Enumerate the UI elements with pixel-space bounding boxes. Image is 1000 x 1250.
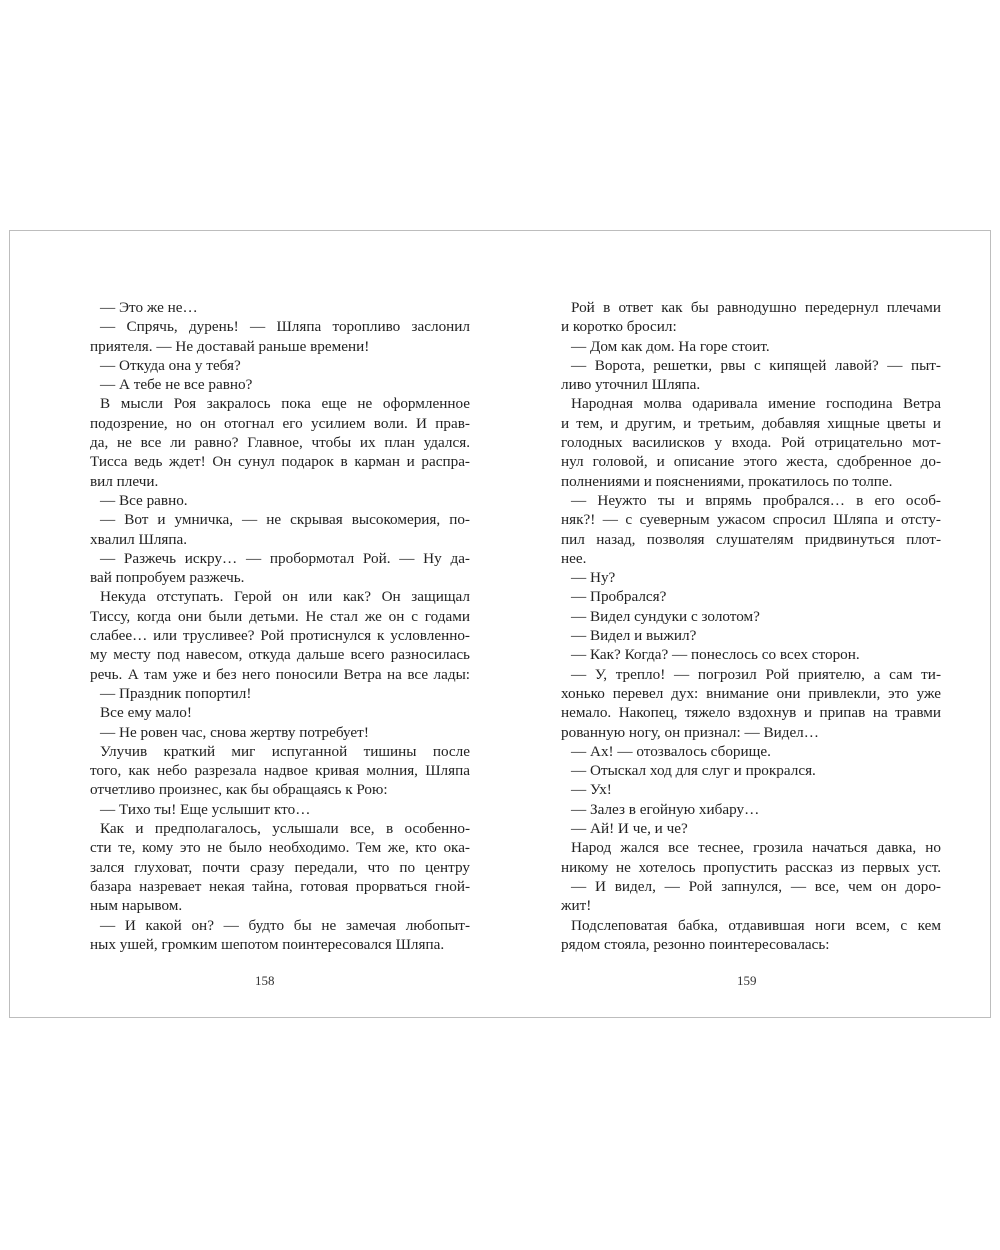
text-line: му месту под навесом, откуда дальше всего разносилась <box>90 646 470 664</box>
text-line: ных ушей, громким шепотом поинтересовался Шляпа. <box>90 935 445 953</box>
text-line: — Видел и выжил? <box>571 627 697 645</box>
text-line: няк?! — с суеверным ужасом спросил Шляпа и отсту- <box>561 511 941 529</box>
text-line: — Как? Когда? — понеслось со всех сторон. <box>571 646 860 664</box>
text-line: никому не хотелось пропустить рассказ из первых уст. <box>561 858 941 876</box>
text-line: речь. А там уже и без него поносили Ветра на все лады: <box>90 665 470 683</box>
text-line: — Ну? <box>571 569 616 587</box>
left-page-text <box>90 298 470 954</box>
text-line: — Вот и умничка, — не скрывая высокомерия, по- <box>100 511 470 529</box>
text-line: вил плечи. <box>90 472 159 490</box>
text-line: — Откуда она у тебя? <box>100 356 241 374</box>
text-line: — А тебе не все равно? <box>100 376 253 394</box>
text-line: ным нарывом. <box>90 897 183 915</box>
text-line: Улучив краткий миг испуганной тишины после <box>100 742 470 760</box>
text-line: вай попробуем разжечь. <box>90 569 245 587</box>
text-line: рядом стояла, резонно поинтересовалась: <box>561 935 830 953</box>
text-line: рованную ногу, он признал: — Видел… <box>561 723 819 741</box>
text-line: В мысли Роя закралось пока еще не оформленное <box>100 395 470 413</box>
text-line: жит! <box>561 897 592 915</box>
text-line: Как и предполагалось, услышали все, в особенно- <box>100 820 470 838</box>
text-line: и тем, и другим, и третьим, добавляя хищные цветы и <box>561 414 941 432</box>
text-line: базара назревает некая тайна, готовая прорваться гной- <box>90 877 470 895</box>
text-line: подозрение, но он отогнал его усилием воли. И прав- <box>90 414 470 432</box>
text-line: того, как небо разрезала надвое кривая молния, Шляпа <box>90 762 470 780</box>
text-line: — Залез в егойную хибару… <box>571 800 760 818</box>
text-line: и коротко бросил: <box>561 318 677 336</box>
text-line: — Не ровен час, снова жертву потребует! <box>100 723 369 741</box>
text-line: — Спрячь, дурень! — Шляпа торопливо заслонил <box>100 318 470 336</box>
text-line: — Праздник попортил! <box>100 684 252 702</box>
text-line: — Ах! — отозвалось сборище. <box>571 742 771 760</box>
text-line: — И видел, — Рой запнулся, — все, чем он доро- <box>571 877 941 895</box>
text-line: голодных василисков у входа. Рой отрицательно мот- <box>561 434 941 452</box>
text-line: — Пробрался? <box>571 588 667 606</box>
text-line: Тисса ведь ждет! Он сунул подарок в карман и распра- <box>90 453 470 471</box>
text-line: — Видел сундуки с золотом? <box>571 607 760 625</box>
text-line: хвалил Шляпа. <box>90 530 188 548</box>
text-line: — Неужто ты и впрямь пробрался… в его особ- <box>571 491 941 509</box>
text-line: Народная молва одаривала имение господина Ветра <box>571 395 941 413</box>
text-line: Подслеповатая бабка, отдавившая ноги всем, с кем <box>571 916 941 934</box>
text-line: нул головой, и описание этого жеста, сдобренное до- <box>561 453 941 471</box>
text-line: сти те, кому это не было необходимо. Тем же, кто ока- <box>90 839 470 857</box>
text-line: Все ему мало! <box>100 704 192 722</box>
text-line: да, не все ли равно? Главное, чтобы их план удался. <box>90 434 470 452</box>
text-line: немало. Накопец, тяжело вздохнув и припав на травми <box>561 704 941 722</box>
right-page-text <box>561 298 941 954</box>
text-line: полнениями и пояснениями, прокатилось по толпе. <box>561 472 893 490</box>
text-line: — Это же не… <box>100 299 198 316</box>
text-line: — Ворота, решетки, рвы с кипящей лавой? — пыт- <box>571 356 941 374</box>
text-line: — И какой он? — будто бы не замечая любопыт- <box>100 916 470 934</box>
text-line: — У, трепло! — погрозил Рой приятелю, а сам ти- <box>571 665 941 683</box>
text-line: пил назад, позволяя слушателям придвинуться плот- <box>561 530 941 548</box>
text-line: отчетливо произнес, как бы обращаясь к Рою: <box>90 781 388 799</box>
text-line: зался глуховат, почти сразу передали, что по центру <box>90 858 470 876</box>
text-line: Тиссу, когда они были детьми. Не стал же он с годами <box>90 607 470 625</box>
text-line: — Ай! И че, и че? <box>571 820 688 838</box>
text-line: — Дом как дом. На горе стоит. <box>571 337 770 355</box>
text-line: хонько перевел дух: внимание они привлекли, это уже <box>561 684 941 702</box>
book-spread <box>9 230 991 1018</box>
text-line: — Разжечь искру… — пробормотал Рой. — Ну да- <box>100 549 470 567</box>
text-line: Рой в ответ как бы равнодушно передернул плечами <box>571 299 941 316</box>
text-line: слабее… или трусливее? Рой протиснулся к условленно- <box>90 627 470 645</box>
right-page-number: 159 <box>737 973 757 988</box>
text-line: — Отыскал ход для слуг и прокрался. <box>571 762 816 780</box>
text-line: ливо уточнил Шляпа. <box>561 376 701 394</box>
text-line: нее. <box>561 549 587 567</box>
text-line: — Все равно. <box>100 491 188 509</box>
left-page-number: 158 <box>255 973 275 988</box>
text-line: — Тихо ты! Еще услышит кто… <box>100 800 311 818</box>
text-line: приятеля. — Не доставай раньше времени! <box>90 337 370 355</box>
text-line: Народ жался все теснее, грозила начаться давка, но <box>571 839 941 857</box>
text-line: Некуда отступать. Герой он или как? Он защищал <box>100 588 470 606</box>
text-line: — Ух! <box>571 781 612 799</box>
